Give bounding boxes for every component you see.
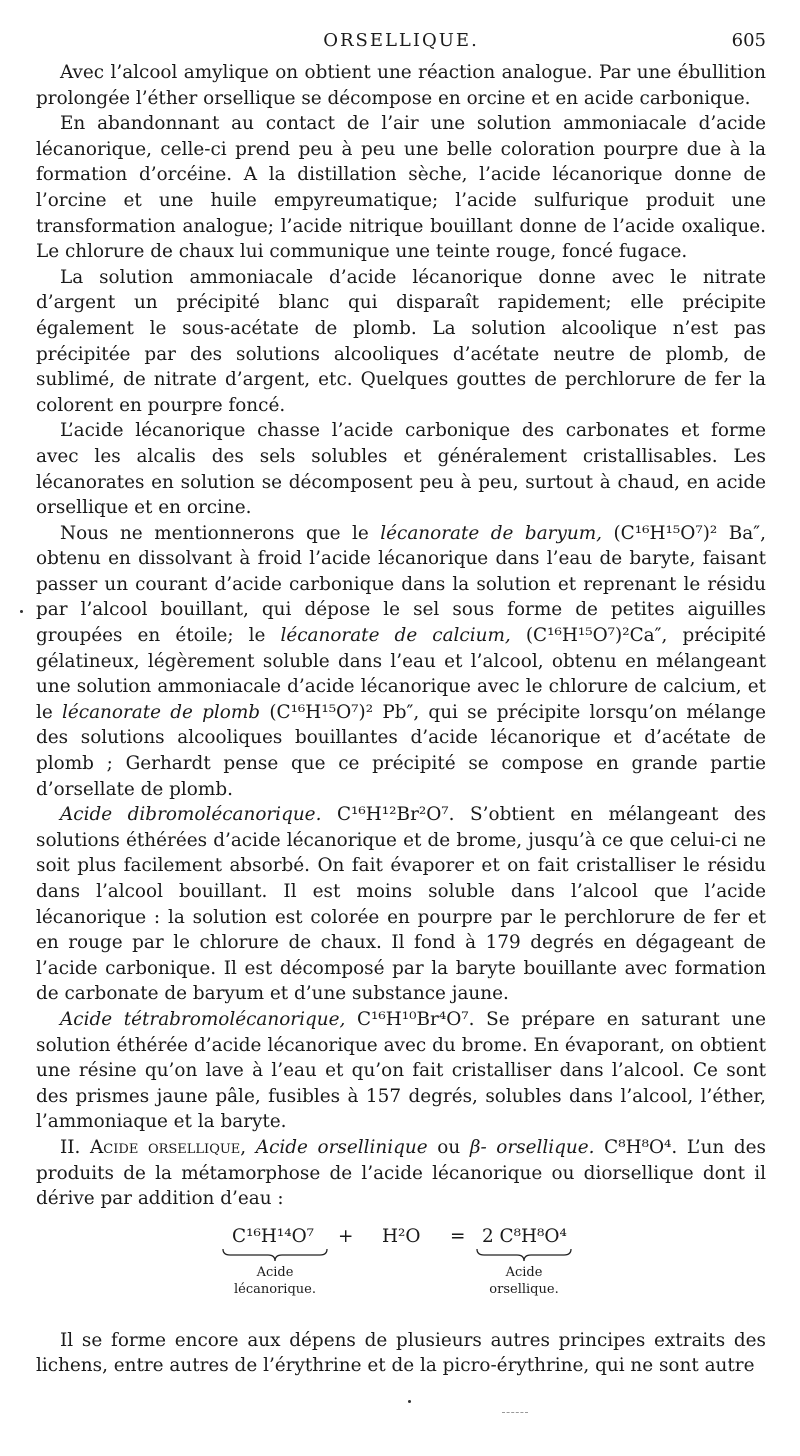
paragraph-lecanorates xyxy=(36,521,766,803)
running-title: ORSELLIQUE. xyxy=(323,30,479,51)
label-line: lécanorique. xyxy=(234,1281,316,1297)
italic-heading: Acide tétrabromolécanorique, xyxy=(60,1008,346,1030)
equation-equals: = xyxy=(450,1225,466,1247)
italic-heading: Acide dibromolécanorique. xyxy=(60,804,322,826)
label-acide-lecanorique xyxy=(222,1264,328,1298)
paragraph-orsellique xyxy=(36,1135,766,1212)
label-line: Acide xyxy=(505,1264,543,1280)
text-run: (C¹⁶H¹⁵O⁷)² Pb″, qui se précipite lorsqu’on mélange des solutions alcooliques bouillantes d’acide lécanorique et d’acétate de plomb ; Gerhardt pense que ce précipité se compose en grande partie d’orsellate de plomb. xyxy=(36,701,766,800)
equation-term-product: 2 C⁸H⁸O⁴ xyxy=(482,1225,567,1247)
italic-term: lécanorate de baryum, xyxy=(380,522,602,544)
label-line: orsellique. xyxy=(489,1281,559,1297)
section-heading: Acide orsellique, xyxy=(90,1136,247,1158)
paragraph-4: L’acide lécanorique chasse l’acide carbonique des carbonates et forme avec les alcalis des sels solubles et généralement cristallisables. Les lécanorates en solution se décomposent peu à peu, surtout à chaud, en acide orsellique et en orcine. xyxy=(36,420,766,519)
page-number: 605 xyxy=(731,30,766,51)
text-run: ou xyxy=(427,1136,470,1158)
text-run: C⁸H⁸O⁴. L’un des produits de la métamorphose de l’acide lécanorique ou diorsellique dont il dérive par addition d’eau : xyxy=(36,1136,766,1210)
page-body xyxy=(36,60,766,1379)
paragraph-2: En abandonnant au contact de l’air une solution ammoniacale d’acide lécanorique, celle-ci prend peu à peu une belle coloration pourpre due à la formation d’orcéine. A la distillation sèche, l’acide lécanorique donne de l’orcine et une huile empyreumatique; l’acide sulfurique produit une transformation analogue; l’acide nitrique bouillant donne de l’acide oxalique. Le chlorure de chaux lui communique une teinte rouge, foncé fugace. xyxy=(36,113,766,263)
paragraph-dibromo xyxy=(36,802,766,1007)
text-run: C¹⁶H¹²Br²O⁷. S’obtient en mélangeant des solutions éthérées d’acide lécanorique et de brome, jusqu’à ce que celui-ci ne soit plus facilement absorbé. On fait évaporer et on fait cristalliser le résidu dans l’alcool bouillant. Il est moins soluble dans l’alcool que l’acide lécanorique : la solution est colorée en pourpre par le perchlorure de fer et en rouge par le chlorure de chaux. Il fond à 179 degrés en dégageant de l’acide carbonique. Il est décomposé par la baryte bouillante avec formation de carbonate de baryum et d’une substance jaune. xyxy=(36,804,767,1005)
print-speck xyxy=(20,610,23,613)
equation-term-reactant: C¹⁶H¹⁴O⁷ xyxy=(232,1225,315,1247)
paragraph-3: La solution ammoniacale d’acide lécanorique donne avec le nitrate d’argent un précipité blanc qui disparaît rapidement; elle précipite également le sous-acétate de plomb. La solution alcoolique n’est pas précipitée par des solutions alcooliques d’acétate neutre de plomb, de sublimé, de nitrate d’argent, etc. Quelques gouttes de perchlorure de fer la colorent en pourpre foncé. xyxy=(36,266,766,416)
paragraph-1: Avec l’alcool amylique on obtient une réaction analogue. Par une ébullition prolongée l’éther orsellique se décompose en orcine et en acide carbonique. xyxy=(36,62,766,109)
print-speck xyxy=(408,1400,411,1403)
text-run: Nous ne mentionnerons que le xyxy=(60,522,381,544)
text-run: (C¹⁶H¹⁵O⁷)²Ca″, précipité gélatineux, légèrement soluble dans l’eau et l’alcool, obtenu en mélangeant une solution ammoniacale d’acide lécanorique avec le chlorure de calcium, et le xyxy=(36,625,766,723)
italic-term: Acide orsellinique xyxy=(246,1136,428,1158)
equation-term-water: H²O xyxy=(382,1225,421,1247)
label-acide-orsellique xyxy=(466,1264,582,1298)
chemical-equation xyxy=(36,1218,766,1314)
italic-term: lécanorate de calcium, xyxy=(280,625,511,647)
paragraph-final: Il se forme encore aux dépens de plusieurs autres principes extraits des lichens, entre autres de l’érythrine et de la picro-érythrine, qui ne sont autre xyxy=(36,1329,766,1377)
paragraph-tetrabromo xyxy=(36,1007,766,1135)
underbrace-reactant xyxy=(222,1248,328,1262)
equation-plus: + xyxy=(338,1225,354,1247)
italic-term: lécanorate de plomb xyxy=(62,701,261,723)
text-run: C¹⁶H¹⁰Br⁴O⁷. Se prépare en saturant une solution éthérée d’acide lécanorique avec du brome. En évaporant, on obtient une résine qu’on lave à l’eau et qu’on fait cristalliser dans l’alcool. Ce sont des prismes jaune pâle, fusibles à 157 degrés, solubles dans l’alcool, l’éther, l’ammoniaque et la baryte. xyxy=(36,1008,766,1133)
footer-mark xyxy=(502,1412,528,1414)
running-header xyxy=(36,30,766,58)
text-run: (C¹⁶H¹⁵O⁷)² Ba″, obtenu en dissolvant à froid l’acide lécanorique dans l’eau de baryte, faisant passer un courant d’acide carbonique dans la solution et reprenant le résidu par l’alcool bouillant, qui dépose le sel sous forme de petites aiguilles groupées en étoile; le xyxy=(36,522,766,647)
italic-term: β- orsellique. xyxy=(469,1136,595,1158)
underbrace-product xyxy=(476,1248,572,1262)
label-line: Acide xyxy=(256,1264,294,1280)
section-number: II. xyxy=(60,1136,91,1158)
